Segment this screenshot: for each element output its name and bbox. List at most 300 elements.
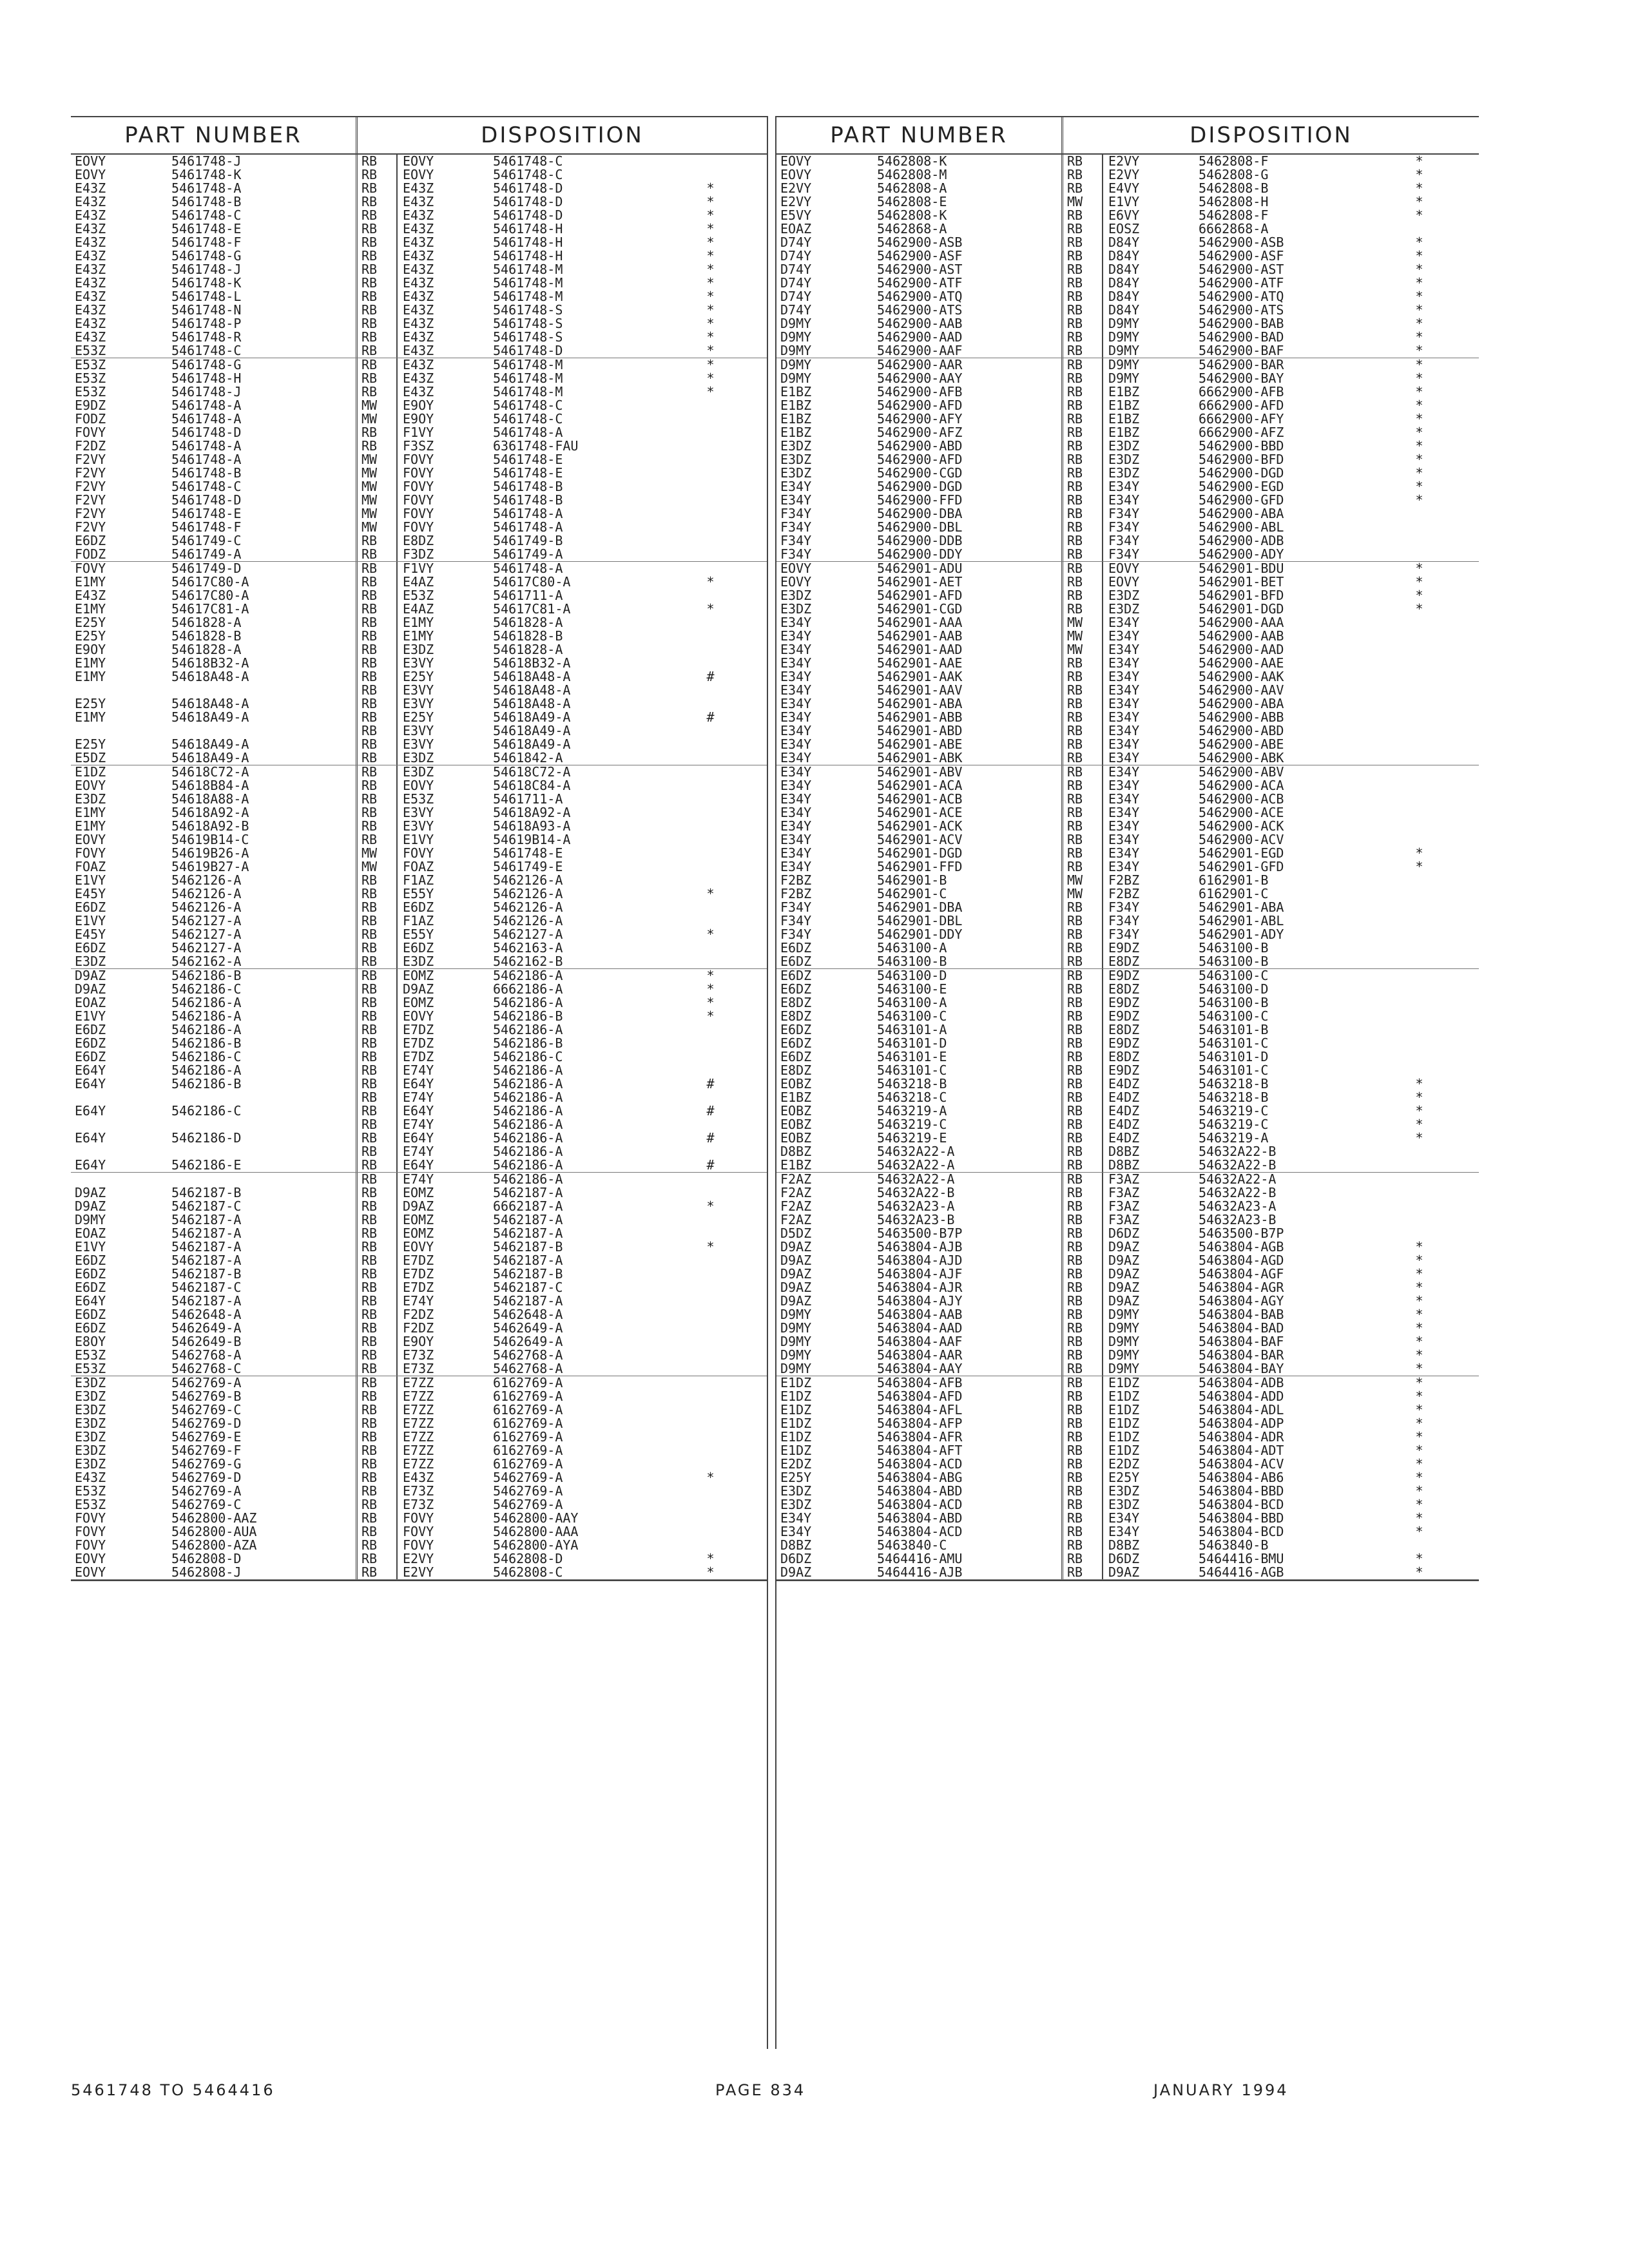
disposition-number: 5462900-ABA	[1199, 696, 1284, 711]
disposition-prefix: F34Y	[1108, 519, 1140, 535]
source-code: RB	[358, 887, 398, 901]
part-prefix: E1MY	[75, 709, 106, 725]
flag-mark	[654, 521, 767, 534]
footer-page: PAGE 834	[715, 2081, 806, 2099]
flag-mark: *	[1415, 1416, 1423, 1431]
flag-mark: *	[1415, 316, 1423, 331]
flag-mark	[1360, 1050, 1479, 1064]
flag-mark: *	[1415, 1456, 1423, 1472]
right-table	[776, 116, 1479, 1581]
part-number: 5462900-AAD	[877, 331, 1063, 344]
part-prefix: E3DZ	[75, 1389, 106, 1404]
table-row	[71, 1335, 767, 1349]
source-code: RB	[358, 1457, 398, 1471]
table-row	[776, 928, 1479, 941]
flag-mark	[1360, 521, 1479, 534]
disposition-number: 5462186-A	[493, 1144, 563, 1159]
table-row	[776, 1403, 1479, 1417]
part-number: 5461748-K	[171, 276, 358, 290]
part-number	[171, 684, 358, 697]
disposition-number: 5463804-ADR	[1199, 1429, 1284, 1445]
disposition-prefix: FOVY	[403, 465, 434, 481]
part-prefix: FOAZ	[75, 859, 106, 874]
flag-mark	[654, 779, 767, 793]
flag-mark: *	[706, 221, 715, 236]
part-prefix: E1MY	[75, 655, 106, 671]
table-row	[71, 887, 767, 901]
part-number: 54619B27-A	[171, 860, 358, 874]
disposition-prefix: E4DZ	[1108, 1130, 1140, 1146]
source-code: RB	[1063, 860, 1103, 874]
flag-mark: *	[706, 343, 715, 358]
source-code: MW	[1063, 629, 1103, 643]
part-number: 54618B32-A	[171, 657, 358, 670]
source-code: RB	[1063, 1158, 1103, 1172]
disposition-number: 5461711-A	[493, 588, 563, 603]
part-prefix: E34Y	[780, 818, 812, 834]
disposition-prefix: E9DZ	[1108, 1035, 1140, 1051]
part-number	[171, 1145, 358, 1158]
source-code: RB	[1063, 1552, 1103, 1566]
table-row	[776, 1321, 1479, 1335]
part-prefix: E34Y	[780, 1510, 812, 1526]
flag-mark	[654, 1376, 767, 1390]
part-prefix: E43Z	[75, 262, 106, 277]
part-prefix: E6DZ	[75, 533, 106, 548]
disposition-prefix: E7DZ	[403, 1266, 434, 1282]
part-number: 5462901-AAV	[877, 684, 1063, 697]
disposition-prefix: E2VY	[1108, 167, 1140, 182]
part-number: 5461748-F	[171, 521, 358, 534]
disposition-prefix: E43Z	[403, 235, 434, 250]
part-prefix	[71, 1145, 171, 1158]
source-code: RB	[1063, 806, 1103, 820]
flag-mark	[654, 941, 767, 955]
disposition-prefix: E34Y	[1108, 764, 1140, 780]
source-code: RB	[1063, 779, 1103, 793]
part-prefix: D8BZ	[780, 1144, 812, 1159]
part-number: 5461748-C	[171, 344, 358, 358]
flag-mark	[654, 534, 767, 548]
disposition-prefix: E74Y	[403, 1144, 434, 1159]
disposition-number: 54618C84-A	[493, 778, 571, 793]
source-code: MW	[358, 399, 398, 412]
flag-mark: #	[706, 1130, 715, 1146]
disposition-number: 5462126-A	[493, 899, 563, 915]
source-code: RB	[1063, 439, 1103, 453]
disposition-number: 5461748-D	[493, 343, 563, 358]
disposition-number: 5462186-A	[493, 1130, 563, 1146]
disposition-number: 5462808-D	[493, 1551, 563, 1566]
source-code: RB	[358, 806, 398, 820]
table-row	[71, 1010, 767, 1023]
part-number: 5462900-AAY	[877, 372, 1063, 385]
flag-mark: *	[1415, 1320, 1423, 1336]
disposition-number: 5462900-AAK	[1199, 669, 1284, 684]
part-number: 5462900-DDB	[877, 534, 1063, 548]
table-row	[776, 1552, 1479, 1566]
source-code: RB	[1063, 1010, 1103, 1023]
disposition-number: 5462769-A	[493, 1470, 563, 1485]
disposition-number: 5462769-A	[493, 1497, 563, 1512]
flag-mark	[1360, 983, 1479, 996]
disposition-prefix: E43Z	[403, 289, 434, 304]
source-code: MW	[358, 412, 398, 426]
table-row	[71, 1064, 767, 1077]
disposition-prefix: E8DZ	[1108, 981, 1140, 997]
table-row	[71, 1213, 767, 1227]
part-number: 5462900-AFD	[877, 399, 1063, 412]
table-row	[776, 507, 1479, 521]
table-row	[71, 521, 767, 534]
disposition-prefix: E3DZ	[1108, 1497, 1140, 1512]
part-number: 54618A49-A	[171, 738, 358, 751]
source-code: MW	[1063, 874, 1103, 887]
source-code: MW	[358, 494, 398, 507]
disposition-number: 5461748-M	[493, 357, 563, 372]
disposition-prefix: F2DZ	[403, 1320, 434, 1336]
disposition-prefix: FOAZ	[403, 859, 434, 874]
part-prefix: E34Y	[780, 750, 812, 765]
disposition-number: 5463219-C	[1199, 1117, 1269, 1132]
part-number: 54618A92-A	[171, 806, 358, 820]
source-code: RB	[1063, 751, 1103, 765]
table-row	[776, 303, 1479, 317]
flag-mark	[1360, 779, 1479, 793]
part-prefix: E45Y	[75, 927, 106, 942]
flag-mark: *	[1415, 1130, 1423, 1146]
table-row	[71, 1525, 767, 1539]
flag-mark	[1360, 996, 1479, 1010]
disposition-number: 5461748-M	[493, 289, 563, 304]
part-number: 5463804-AAR	[877, 1349, 1063, 1362]
table-row	[776, 358, 1479, 372]
disposition-number: 6162769-A	[493, 1416, 563, 1431]
disposition-prefix: E3VY	[403, 682, 434, 698]
flag-mark	[1360, 820, 1479, 833]
flag-mark: #	[706, 1157, 715, 1173]
part-number: 5461748-E	[171, 222, 358, 236]
disposition-prefix: E1BZ	[1108, 398, 1140, 413]
disposition-prefix: E8DZ	[1108, 1022, 1140, 1037]
flag-mark: *	[1415, 411, 1423, 427]
part-number: 5461748-D	[171, 426, 358, 439]
table-row	[776, 697, 1479, 711]
part-prefix: E34Y	[780, 736, 812, 752]
part-number: 5462901-B	[877, 874, 1063, 887]
part-number: 5462901-ACB	[877, 793, 1063, 806]
flag-mark	[654, 616, 767, 629]
source-code: MW	[358, 466, 398, 480]
table-row	[776, 1498, 1479, 1512]
table-row	[776, 847, 1479, 860]
part-number: 5461748-K	[171, 168, 358, 182]
part-number: 5462900-AAB	[877, 317, 1063, 331]
source-code: RB	[1063, 1403, 1103, 1417]
disposition-prefix: E7ZZ	[403, 1375, 434, 1390]
part-number: 5461749-D	[171, 562, 358, 575]
table-row	[776, 1213, 1479, 1227]
disposition-number: 5463804-AGB	[1199, 1239, 1284, 1254]
disposition-prefix: E25Y	[403, 709, 434, 725]
part-number: 5463804-ABG	[877, 1471, 1063, 1485]
disposition-prefix: E9DZ	[1108, 1008, 1140, 1024]
table-row	[71, 616, 767, 629]
part-number: 5461828-B	[171, 629, 358, 643]
disposition-prefix: E1BZ	[1108, 425, 1140, 440]
part-number: 5462901-AAA	[877, 616, 1063, 629]
source-code: RB	[358, 1552, 398, 1566]
disposition-prefix: D8BZ	[1108, 1537, 1140, 1553]
flag-mark	[1360, 765, 1479, 779]
source-code: RB	[1063, 1539, 1103, 1552]
flag-mark	[1360, 1200, 1479, 1213]
table-row	[776, 1457, 1479, 1471]
disposition-number: 5462900-BAF	[1199, 343, 1284, 358]
table-row	[776, 209, 1479, 222]
disposition-prefix: E73Z	[403, 1483, 434, 1499]
source-code: RB	[1063, 1240, 1103, 1254]
table-row	[776, 860, 1479, 874]
part-prefix: E6DZ	[75, 940, 106, 956]
table-row	[71, 1077, 767, 1091]
disposition-prefix: E25Y	[403, 669, 434, 684]
disposition-prefix: E7DZ	[403, 1049, 434, 1064]
flag-mark	[1360, 629, 1479, 643]
part-prefix: EOVY	[780, 561, 812, 576]
flag-mark: *	[706, 180, 715, 196]
part-prefix: E1DZ	[780, 1389, 812, 1404]
table-row	[71, 317, 767, 331]
disposition-number: 5461828-A	[493, 615, 563, 630]
disposition-prefix: D9AZ	[1108, 1293, 1140, 1309]
flag-mark	[1360, 874, 1479, 887]
disposition-prefix: E43Z	[403, 248, 434, 264]
part-prefix: D9AZ	[75, 1198, 106, 1214]
part-number: 5462187-A	[171, 1213, 358, 1227]
flag-mark	[654, 901, 767, 914]
part-prefix: E1MY	[75, 805, 106, 820]
source-code: RB	[358, 1010, 398, 1023]
table-row	[776, 779, 1479, 793]
part-prefix: E6DZ	[75, 1320, 106, 1336]
part-prefix: E1BZ	[780, 398, 812, 413]
flag-mark	[654, 1037, 767, 1050]
disposition-number: 6162769-A	[493, 1402, 563, 1418]
part-number: 54617C80-A	[171, 575, 358, 589]
part-prefix: E3DZ	[780, 438, 812, 454]
flag-mark: *	[706, 384, 715, 399]
part-prefix	[71, 1118, 171, 1131]
disposition-prefix: E9OY	[403, 1334, 434, 1349]
part-prefix: F34Y	[780, 899, 812, 915]
part-number: 5463804-AJB	[877, 1240, 1063, 1254]
source-code: RB	[358, 629, 398, 643]
table-row	[776, 534, 1479, 548]
disposition-number: 5462901-BET	[1199, 574, 1284, 590]
source-code: RB	[1063, 969, 1103, 983]
flag-mark: *	[1415, 1090, 1423, 1105]
part-number: 5463804-AAY	[877, 1362, 1063, 1376]
part-prefix: E3DZ	[75, 954, 106, 969]
table-row	[71, 955, 767, 969]
table-row	[71, 860, 767, 874]
flag-mark: *	[706, 289, 715, 304]
table-row	[71, 331, 767, 344]
source-code: RB	[358, 1131, 398, 1145]
part-number: 5462901-ABV	[877, 765, 1063, 779]
disposition-number: 6162769-A	[493, 1443, 563, 1458]
flag-mark	[1360, 684, 1479, 697]
disposition-prefix: E4AZ	[403, 574, 434, 590]
flag-mark	[654, 1173, 767, 1186]
part-number: 54617C80-A	[171, 589, 358, 602]
source-code: RB	[1063, 412, 1103, 426]
part-number: 5463101-D	[877, 1037, 1063, 1050]
part-prefix: D8BZ	[780, 1537, 812, 1553]
disposition-prefix: E53Z	[403, 791, 434, 807]
table-row	[71, 1308, 767, 1321]
flag-mark	[654, 860, 767, 874]
disposition-prefix: D9MY	[1108, 1361, 1140, 1376]
part-prefix: E6DZ	[780, 981, 812, 997]
part-prefix: E34Y	[780, 492, 812, 508]
table-row	[71, 466, 767, 480]
disposition-prefix: D9MY	[1108, 1334, 1140, 1349]
table-row	[71, 941, 767, 955]
source-code: RB	[1063, 738, 1103, 751]
part-number: 5463804-ACD	[877, 1498, 1063, 1512]
part-number: 5462649-A	[171, 1321, 358, 1335]
part-number: 5461748-H	[171, 372, 358, 385]
source-code: RB	[358, 1539, 398, 1552]
left-table-body	[71, 155, 767, 1580]
disposition-number: 5462900-AAE	[1199, 655, 1284, 671]
disposition-number: 5463804-BAR	[1199, 1347, 1284, 1363]
source-code: RB	[358, 874, 398, 887]
table-row	[776, 820, 1479, 833]
part-prefix: D9AZ	[780, 1293, 812, 1309]
part-prefix: D9MY	[780, 1320, 812, 1336]
table-row	[71, 1349, 767, 1362]
table-row	[71, 548, 767, 562]
disposition-prefix: D9MY	[1108, 343, 1140, 358]
disposition-prefix: E7DZ	[403, 1253, 434, 1268]
disposition-number: 5461748-A	[493, 561, 563, 576]
flag-mark	[654, 1430, 767, 1444]
table-row	[71, 1485, 767, 1498]
disposition-number: 5463219-A	[1199, 1130, 1269, 1146]
part-number: 54619B14-C	[171, 833, 358, 847]
flag-mark: *	[1415, 465, 1423, 481]
disposition-prefix: D84Y	[1108, 289, 1140, 304]
disposition-prefix: E25Y	[1108, 1470, 1140, 1485]
table-row	[71, 155, 767, 168]
table-row	[71, 1539, 767, 1552]
source-code: RB	[358, 1158, 398, 1172]
disposition-number: 5464416-AGB	[1199, 1564, 1284, 1580]
part-prefix: E8DZ	[780, 1008, 812, 1024]
part-prefix: F2BZ	[780, 886, 812, 901]
part-number: 5462900-DDY	[877, 548, 1063, 561]
disposition-number: 54618A49-A	[493, 723, 571, 738]
table-row	[776, 941, 1479, 955]
disposition-number: 5462900-ASF	[1199, 248, 1284, 264]
source-code: RB	[1063, 928, 1103, 941]
part-number	[171, 1118, 358, 1131]
part-number: 5463804-ACD	[877, 1457, 1063, 1471]
source-code: RB	[1063, 290, 1103, 303]
part-prefix: EOBZ	[780, 1130, 812, 1146]
table-row	[71, 1037, 767, 1050]
flag-mark: #	[706, 669, 715, 684]
part-prefix: E1MY	[75, 601, 106, 617]
disposition-prefix: E1DZ	[1108, 1429, 1140, 1445]
disposition-number: 5461828-B	[493, 628, 563, 644]
part-number: 5462769-A	[171, 1485, 358, 1498]
disposition-prefix: D9MY	[1108, 316, 1140, 331]
disposition-number: 5462900-ABK	[1199, 750, 1284, 765]
disposition-prefix: F1AZ	[403, 872, 434, 888]
disposition-prefix: E9DZ	[1108, 995, 1140, 1010]
disposition-prefix: EOVY	[1108, 574, 1140, 590]
disposition-prefix: F1VY	[403, 425, 434, 440]
flag-mark: *	[1415, 1524, 1423, 1539]
disposition-prefix: E34Y	[1108, 778, 1140, 793]
part-prefix: D9AZ	[780, 1280, 812, 1295]
source-code: RB	[358, 983, 398, 996]
table-row	[776, 1173, 1479, 1186]
table-row	[71, 1118, 767, 1131]
disposition-number: 5462808-F	[1199, 207, 1269, 223]
table-row	[776, 1064, 1479, 1077]
source-code: RB	[358, 969, 398, 983]
table-row	[71, 1200, 767, 1213]
disposition-prefix: D84Y	[1108, 275, 1140, 291]
part-number: 54618A48-A	[171, 697, 358, 711]
part-number: 5462901-ABB	[877, 711, 1063, 724]
flag-mark	[654, 1227, 767, 1240]
disposition-number: 5462900-BAB	[1199, 316, 1284, 331]
part-prefix: D74Y	[780, 302, 812, 318]
source-code: RB	[1063, 453, 1103, 466]
disposition-prefix: D9AZ	[1108, 1564, 1140, 1580]
disposition-number: 5462808-B	[1199, 180, 1269, 196]
part-prefix: E6DZ	[75, 1307, 106, 1322]
part-number: 5461748-A	[171, 453, 358, 466]
table-row	[71, 372, 767, 385]
source-code: RB	[1063, 548, 1103, 561]
source-code: RB	[358, 1118, 398, 1131]
disposition-number: 5462900-ABE	[1199, 736, 1284, 752]
table-row	[776, 833, 1479, 847]
flag-mark	[1360, 657, 1479, 670]
part-number: 5463219-E	[877, 1131, 1063, 1145]
part-prefix: E1VY	[75, 1008, 106, 1024]
page-footer	[71, 2081, 1479, 2100]
disposition-number: 5462648-A	[493, 1307, 563, 1322]
part-number: 5463804-AJD	[877, 1254, 1063, 1267]
part-number	[171, 1173, 358, 1186]
table-row	[776, 1308, 1479, 1321]
part-number: 5462901-ABA	[877, 697, 1063, 711]
disposition-prefix: E3DZ	[1108, 1483, 1140, 1499]
source-code: RB	[358, 1321, 398, 1335]
disposition-prefix: E34Y	[1108, 1524, 1140, 1539]
flag-mark	[654, 1485, 767, 1498]
part-number: 5462126-A	[171, 887, 358, 901]
part-prefix: E43Z	[75, 207, 106, 223]
